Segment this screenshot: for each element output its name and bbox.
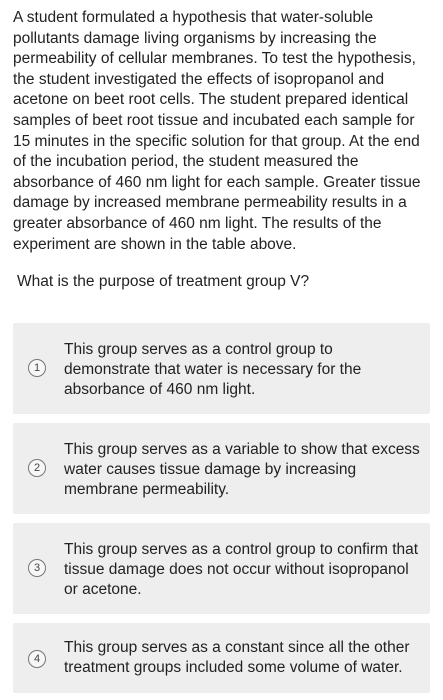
passage-text: A student formulated a hypothesis that water-soluble pollutants damage living organisms by increasing the permeability of cellular membranes. To test the hypothesis, the student investigated the effects of isopropanol and acetone on beet root cells. The student prepared identical samples of beet root tissue and incubated each sample for 15 minutes in the specific solution for that group. At the end of the incubation period, the student measured the absorbance of 460 nm light for each sample. Greater tissue damage by increased membrane permeability results in a greater absorbance of 460 nm light. The results of the experiment are shown in the table above. (13, 9, 421, 253)
choice-number-badge: 1 (28, 359, 46, 377)
choice-text: This group serves as a constant since all the other treatment groups included some volume of water. (64, 639, 410, 676)
choice-number-badge: 2 (28, 459, 46, 477)
answer-choice-4[interactable] (13, 623, 430, 693)
choice-text: This group serves as a control group to demonstrate that water is necessary for the absorbance of 460 nm light. (64, 341, 362, 398)
choice-number-badge: 3 (28, 559, 46, 577)
answer-choice-3[interactable] (13, 523, 430, 614)
choice-text: This group serves as a control group to confirm that tissue damage does not occur without isopropanol or acetone. (64, 541, 419, 598)
choice-text: This group serves as a variable to show that excess water causes tissue damage by increasing membrane permeability. (64, 441, 420, 498)
question-text: What is the purpose of treatment group V? (17, 273, 310, 290)
choice-number-badge: 4 (28, 650, 46, 668)
answer-choice-1[interactable] (13, 323, 430, 414)
answer-choice-2[interactable] (13, 423, 430, 514)
